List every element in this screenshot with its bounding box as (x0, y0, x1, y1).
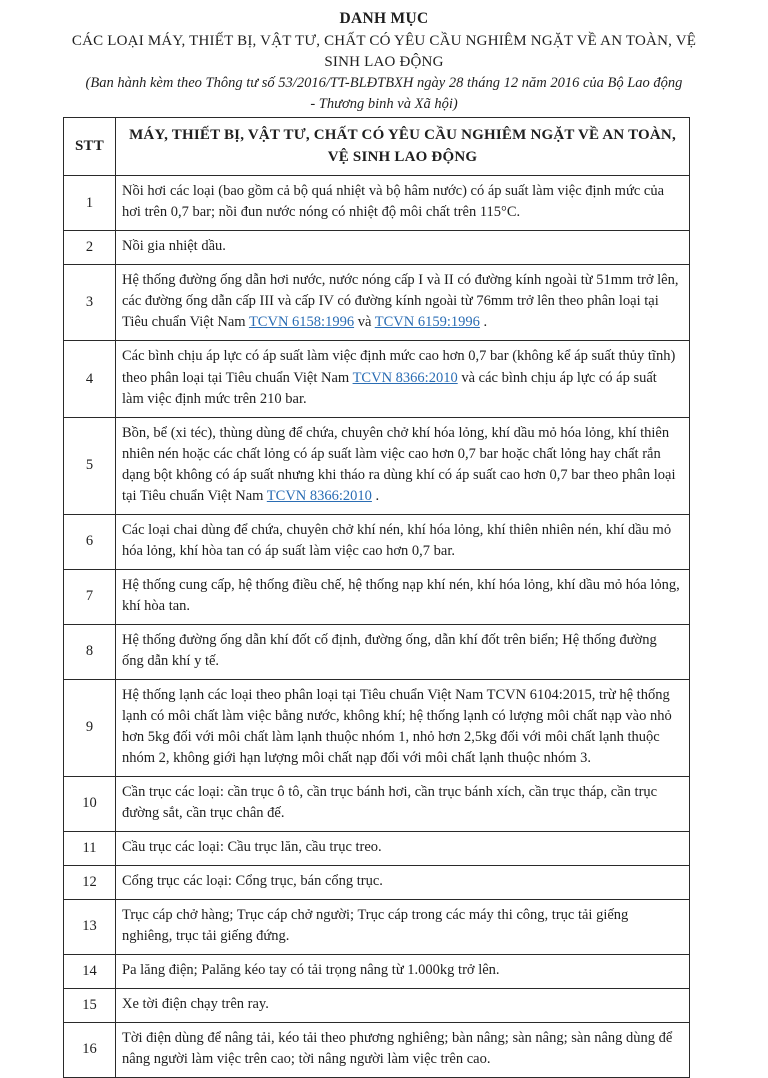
row-text: Pa lăng điện; Palăng kéo tay có tải trọng nâng từ 1.000kg trở lên. (122, 961, 500, 978)
row-text: Hệ thống đường ống dẫn hơi nước, nước nóng cấp I và II có đường kính ngoài từ 51mm trở lên, các đường ống dẫn cấp III và cấp IV có đường kính ngoài từ 76mm trở lên theo phân loại tại Tiêu chuẩn Việt Nam (122, 272, 679, 331)
row-text: Cổng trục các loại: Cổng trục, bán cổng trục. (122, 872, 383, 889)
table-row (64, 569, 690, 624)
table-row (64, 831, 690, 865)
table-row (64, 176, 690, 231)
tcvn-link[interactable]: TCVN 8366:2010 (352, 369, 458, 386)
tcvn-link[interactable]: TCVN 6158:1996 (248, 314, 355, 331)
row-number: 10 (64, 776, 116, 831)
doc-subtitle-line1: CÁC LOẠI MÁY, THIẾT BỊ, VẬT TƯ, CHẤT CÓ YÊU CẦU NGHIÊM NGẶT VỀ AN TOÀN, VỆ (71, 32, 697, 49)
table-row (64, 899, 690, 954)
doc-subtitle (0, 31, 768, 72)
tcvn-link[interactable]: TCVN 8366:2010 (266, 487, 372, 504)
header-cell-name: MÁY, THIẾT BỊ, VẬT TƯ, CHẤT CÓ YÊU CẦU NGHIÊM NGẶT VỀ AN TOÀN, VỆ SINH LAO ĐỘNG (116, 117, 690, 176)
row-content (116, 831, 690, 865)
row-number: 3 (64, 265, 116, 341)
row-text: Trục cáp chở hàng; Trục cáp chở người; Trục cáp trong các máy thi công, trục tải giếng nghiêng, trục tải giếng đứng. (122, 906, 629, 944)
row-number: 14 (64, 954, 116, 988)
row-content (116, 514, 690, 569)
row-text: Hệ thống cung cấp, hệ thống điều chế, hệ thống nạp khí nén, khí hóa lỏng, khí dầu mỏ hóa lỏng, khí hòa tan. (122, 576, 680, 614)
row-text: Nồi gia nhiệt dầu. (122, 238, 226, 255)
row-number: 1 (64, 176, 116, 231)
row-text: Cần trục các loại: cần trục ô tô, cần trục bánh hơi, cần trục bánh xích, cần trục tháp, cần trục đường sắt, cần trục chân đế. (122, 783, 658, 821)
row-content (116, 265, 690, 341)
row-number: 8 (64, 624, 116, 679)
row-content (116, 341, 690, 417)
table-row (64, 624, 690, 679)
table-row (64, 679, 690, 776)
table-row (64, 1022, 690, 1077)
doc-subtitle-line2: SINH LAO ĐỘNG (324, 53, 444, 70)
doc-issuance-note (0, 73, 768, 114)
danh-muc-table (63, 117, 690, 1078)
row-text: Các bình chịu áp lực có áp suất làm việc định mức cao hơn 0,7 bar (không kể áp suất thủy tĩnh) theo phân loại tại Tiêu chuẩn Việt Nam (122, 348, 676, 386)
row-text: và (354, 314, 375, 331)
row-text: Bồn, bể (xi téc), thùng dùng để chứa, chuyên chở khí hóa lỏng, khí dầu mỏ hóa lỏng, khí thiên nhiên nén hoặc các chất lỏng có áp suất làm việc cao hơn 0,7 bar hoặc chất lỏng hay chất rắn dạng bột không có áp suất nhưng khi tháo ra dùng khí có áp suất cao hơn 0,7 bar theo phân loại tại Tiêu chuẩn Việt Nam (122, 424, 676, 504)
table-header-row (64, 117, 690, 176)
row-number: 2 (64, 231, 116, 265)
row-content (116, 679, 690, 776)
row-number: 12 (64, 865, 116, 899)
row-content (116, 624, 690, 679)
table-row (64, 865, 690, 899)
row-content (116, 865, 690, 899)
row-text: . (371, 487, 380, 504)
row-content (116, 1022, 690, 1077)
row-number: 13 (64, 899, 116, 954)
header-cell-stt: STT (64, 117, 116, 176)
doc-issuance-note-line2: - Thương binh và Xã hội) (310, 95, 458, 112)
table-row (64, 231, 690, 265)
table-body (64, 176, 690, 1078)
row-content (116, 954, 690, 988)
row-text: Các loại chai dùng để chứa, chuyên chở khí nén, khí hóa lỏng, khí thiên nhiên nén, khí dầu mỏ hóa lỏng, khí hòa tan có áp suất làm việc cao hơn 0,7 bar. (122, 521, 672, 559)
tcvn-link[interactable]: TCVN 6159:1996 (374, 314, 480, 331)
table-row (64, 514, 690, 569)
row-content (116, 899, 690, 954)
row-content (116, 231, 690, 265)
row-text: và các bình chịu áp lực có áp suất làm việc định mức trên 210 bar. (122, 369, 657, 407)
row-content (116, 776, 690, 831)
row-number: 6 (64, 514, 116, 569)
row-number: 16 (64, 1022, 116, 1077)
table-row (64, 776, 690, 831)
row-number: 4 (64, 341, 116, 417)
row-text: Hệ thống lạnh các loại theo phân loại tại Tiêu chuẩn Việt Nam TCVN 6104:2015, trừ hệ thống lạnh có môi chất làm việc bằng nước, không khí; hệ thống lạnh có lượng môi chất nạp vào nhỏ hơn 5kg đối với môi chất làm lạnh thuộc nhóm 1, nhỏ hơn 2,5kg đối với môi chất lạnh thuộc nhóm 2, không giới hạn lượng môi chất nạp đối với môi chất lạnh thuộc nhóm 3. (122, 686, 672, 766)
table-row (64, 954, 690, 988)
row-text: Cầu trục các loại: Cầu trục lăn, cầu trục treo. (122, 838, 382, 855)
row-text: Xe tời điện chạy trên ray. (122, 995, 269, 1012)
row-text: Hệ thống đường ống dẫn khí đốt cố định, đường ống, dẫn khí đốt trên biển; Hệ thống đường ống dẫn khí y tế. (122, 631, 657, 669)
table-row (64, 265, 690, 341)
row-number: 9 (64, 679, 116, 776)
row-content (116, 176, 690, 231)
table-row (64, 988, 690, 1022)
table-row (64, 417, 690, 514)
row-number: 7 (64, 569, 116, 624)
row-number: 11 (64, 831, 116, 865)
row-number: 15 (64, 988, 116, 1022)
doc-title: DANH MỤC (339, 10, 429, 27)
row-text: . (479, 314, 488, 331)
row-text: Tời điện dùng để nâng tải, kéo tải theo phương nghiêng; bàn nâng; sàn nâng; sàn nâng dùng để nâng người làm việc trên cao; tời nâng người làm việc trên cao. (122, 1029, 673, 1067)
row-number: 5 (64, 417, 116, 514)
doc-issuance-note-line1: (Ban hành kèm theo Thông tư số 53/2016/TT-BLĐTBXH ngày 28 tháng 12 năm 2016 của Bộ Lao động (85, 75, 683, 92)
row-content (116, 569, 690, 624)
row-text: Nồi hơi các loại (bao gồm cả bộ quá nhiệt và bộ hâm nước) có áp suất làm việc định mức của hơi trên 0,7 bar; nồi đun nước nóng có nhiệt độ môi chất trên 115°C. (122, 183, 665, 221)
table-row (64, 341, 690, 417)
row-content (116, 417, 690, 514)
row-content (116, 988, 690, 1022)
